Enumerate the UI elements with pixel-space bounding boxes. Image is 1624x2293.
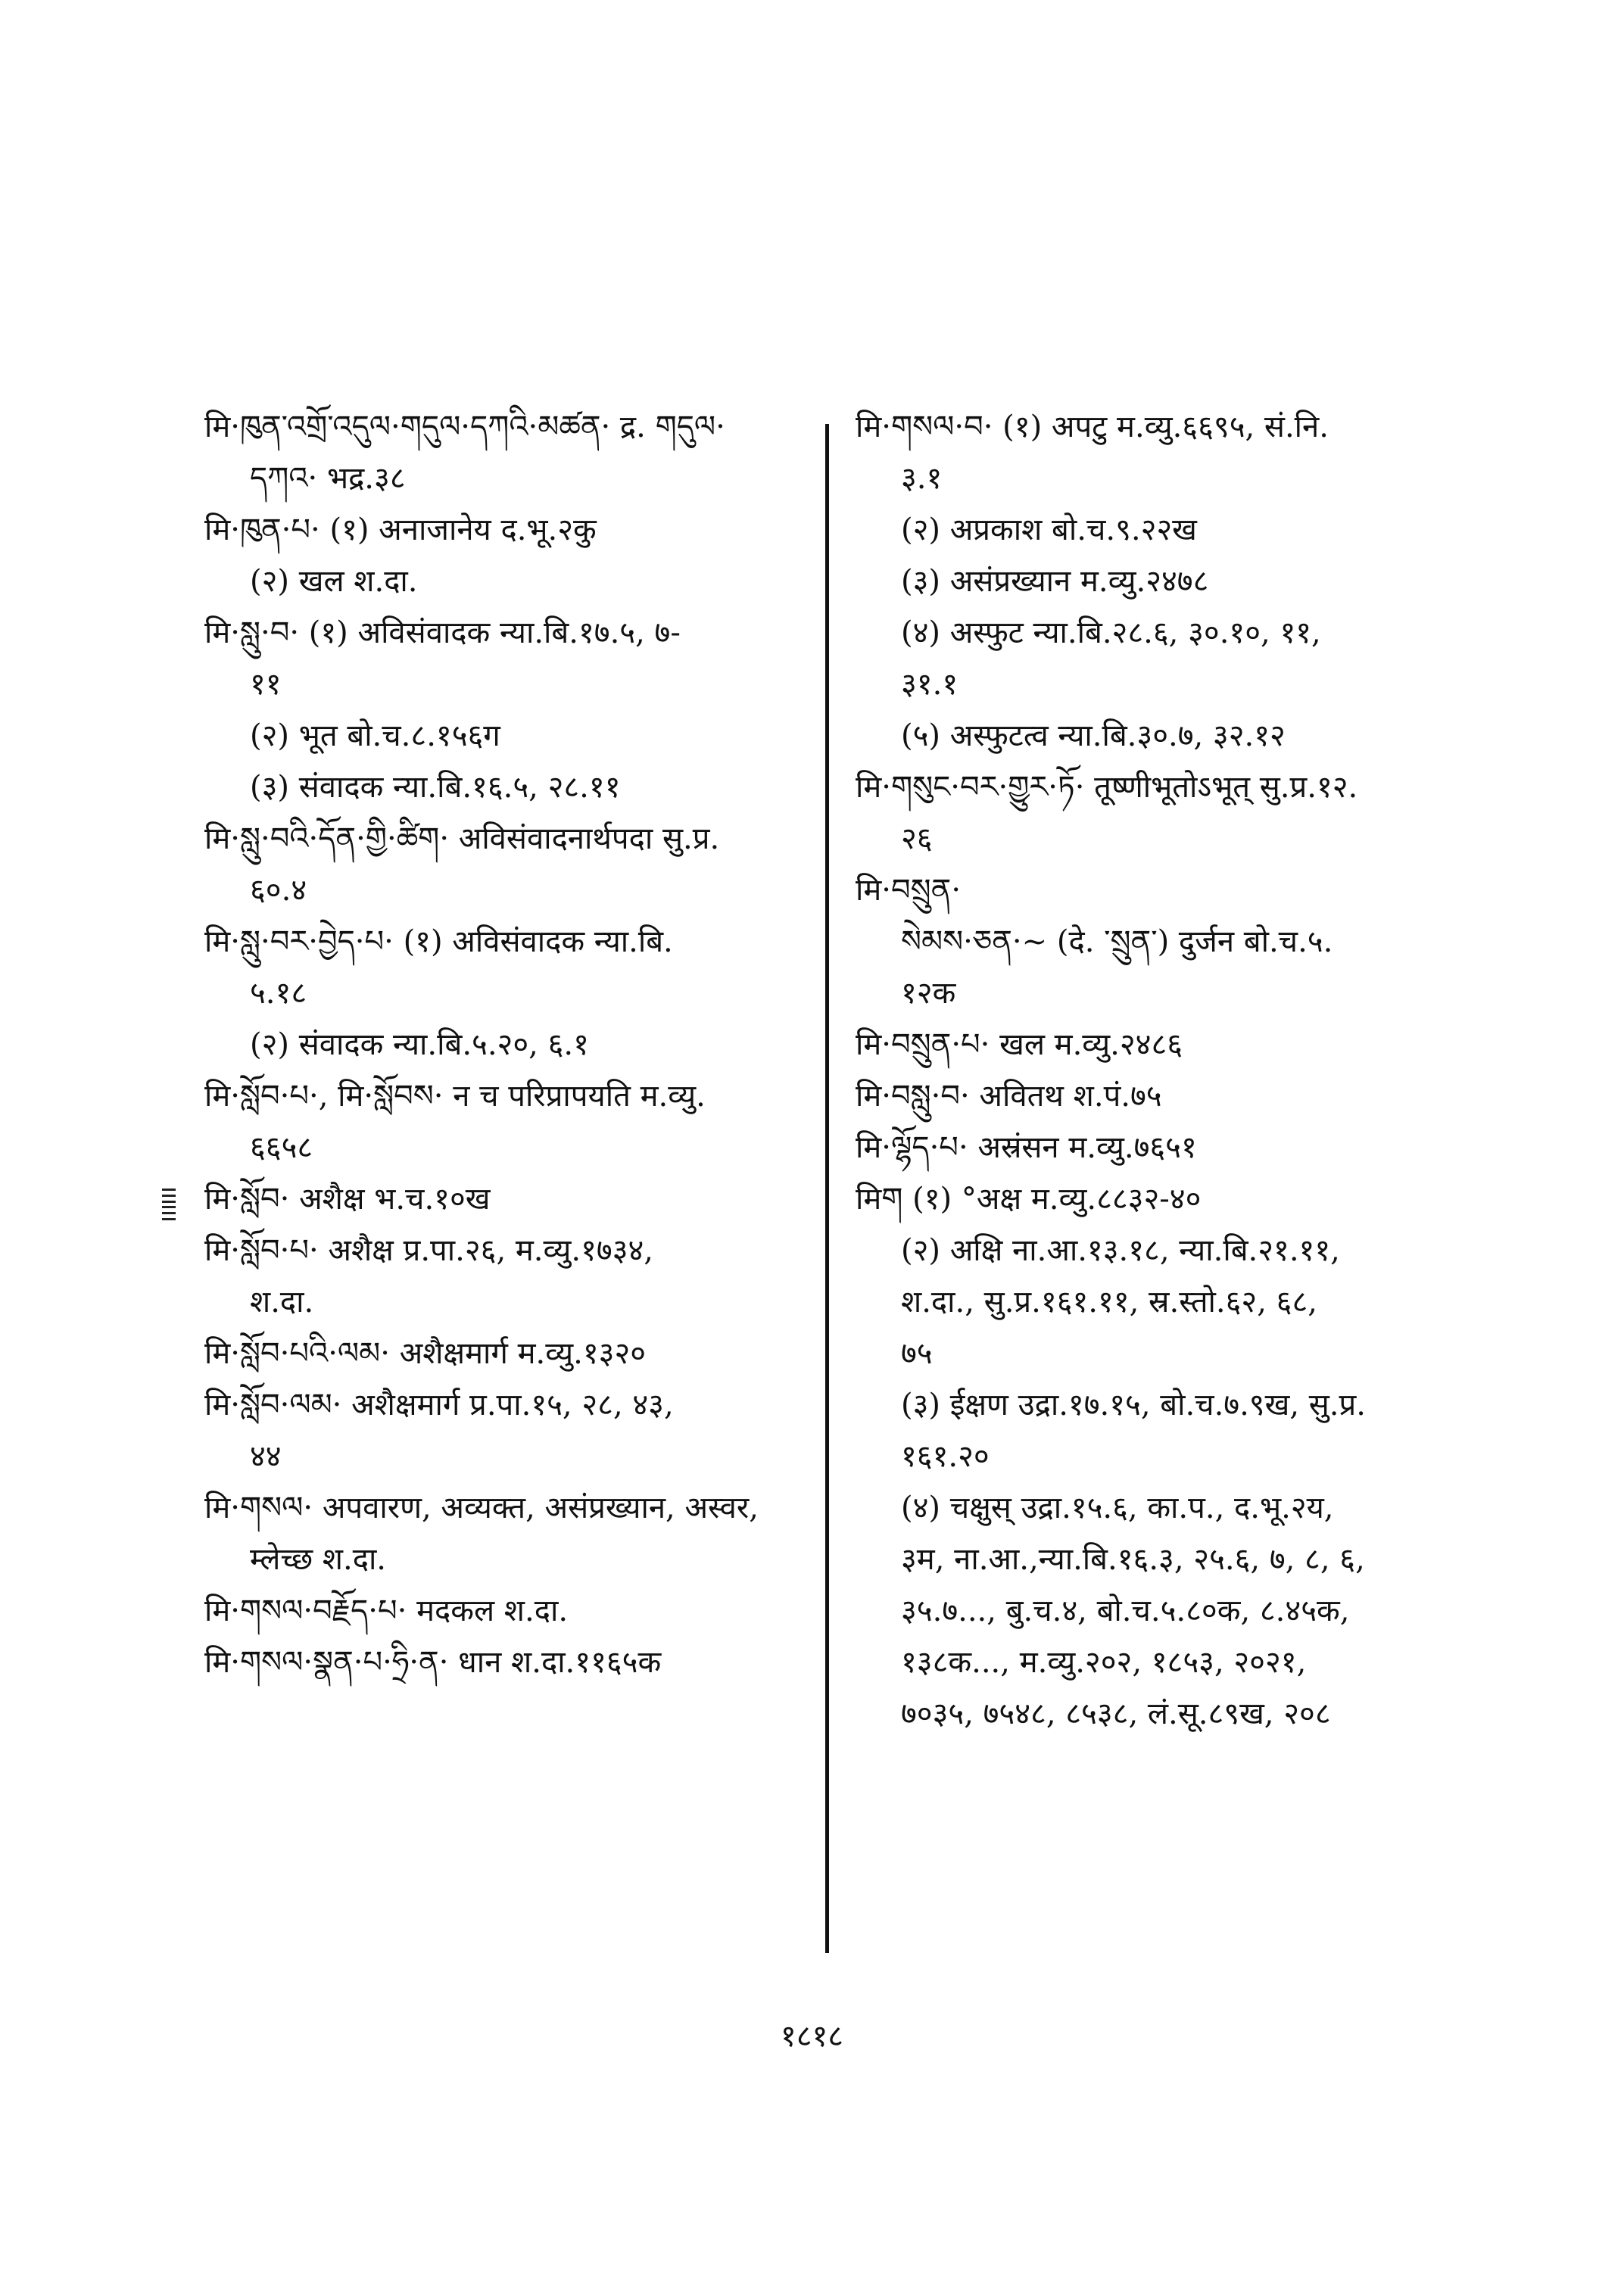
entry-line: मि·གསལ·བ· (१) अपटु म.व्यु.६६९५, सं.नि. (856, 410, 1329, 444)
entry-line: मि·སློབ· अशैक्ष भ.च.१०ख (204, 1182, 491, 1217)
entry-line: मि·བསྲུན· (856, 873, 962, 908)
entry-line: སེམས·ཅན·~ (दे. ་སྲུན་) दुर्जन बो.च.५. (901, 924, 1333, 959)
entry-line: मि·སློབ·ལམ· अशैक्षमार्ग प्र.पा.१५, २८, ४३, (204, 1388, 674, 1422)
column-divider (825, 424, 829, 1953)
entry-line: ३५.७..., बु.च.४, बो.च.५.८०क, ८.४५क, (901, 1594, 1350, 1628)
entry-line: ३.१ (901, 461, 943, 496)
entry-line: ६६५८ (250, 1130, 313, 1165)
entry-line: ३म, ना.आ.,न्या.बि.१६.३, २५.६, ७, ८, ६, (901, 1542, 1365, 1577)
entry-line: मि·གསལ· अपवारण, अव्यक्त, असंप्रख्यान, अस्वर, (204, 1491, 759, 1525)
entry-line: १३८क..., म.व्यु.२०२, १८५३, २०२१, (901, 1645, 1307, 1680)
entry-line: मि·བསྲུན·པ· खल म.व्यु.२४८६ (856, 1027, 1183, 1062)
entry-line: (३) ईक्षण उद्रा.१७.१५, बो.च.७.९ख, सु.प्र. (901, 1388, 1366, 1422)
entry-line: (२) भूत बो.च.८.१५६ग (250, 718, 500, 753)
entry-line: ७०३५, ७५४८, ८५३८, लं.सू.८९ख, २०८ (901, 1696, 1331, 1731)
entry-line: श.दा., सु.प्र.१६१.११, स्र.स्तो.६२, ६८, (901, 1285, 1317, 1319)
entry-line: ४४ (250, 1439, 282, 1474)
entry-line: मि·ལྷོད·པ· अस्रंसन म.व्यु.७६५१ (856, 1130, 1197, 1165)
entry-line: मि·སློབ·པ· अशैक्ष प्र.पा.२६, म.व्यु.१७३४, (204, 1233, 654, 1268)
entry-line: मि·སློབ·པའི·ལམ· अशैक्षमार्ग म.व्यु.१३२० (204, 1336, 647, 1371)
page-number: १८१८ (780, 2019, 844, 2054)
left-column (204, 401, 810, 1688)
entry-line: (२) अक्षि ना.आ.१३.१८, न्या.बि.२१.११, (901, 1233, 1340, 1268)
entry-line: श.दा. (250, 1285, 314, 1319)
entry-line: १२क (901, 976, 956, 1011)
entry-line: ३१.१ (901, 667, 959, 702)
entry-line: मि·ཁུན·པ· (१) अनाजानेय द.भू.२कु (204, 512, 597, 547)
entry-line: (२) खल श.दा. (250, 564, 418, 599)
entry-line: मि·སློབ·པ·, मि·སློབས· न च परिप्रापयति म.व्यु. (204, 1079, 706, 1114)
entry-line: (३) असंप्रख्यान म.व्यु.२४७८ (901, 564, 1209, 599)
entry-line: (५) अस्फुटत्व न्या.बि.३०.७, ३२.१२ (901, 718, 1286, 753)
entry-line: मि·སླུ·བར·བྱེད·པ· (१) अविसंवादक न्या.बि. (204, 924, 673, 959)
entry-line: (४) अस्फुट न्या.बि.२८.६, ३०.१०, ११, (901, 615, 1321, 650)
entry-line: मि·ཁུན་འགྲོ་འདུལ·གདུལ·དཀའི·མཚན· द्र. གདུལ· (204, 410, 725, 444)
margin-tick-icon (162, 1189, 176, 1220)
entry-line: (२) अप्रकाश बो.च.९.२२ख (901, 512, 1197, 547)
entry-line: १६१.२० (901, 1439, 990, 1474)
entry-line: (३) संवादक न्या.बि.१६.५, २८.११ (250, 770, 621, 805)
entry-line: དཀའ· भद्र.३८ (250, 461, 406, 496)
entry-line: २६ (901, 821, 933, 856)
entry-line: मि·སླུ·བ· (१) अविसंवादक न्या.बि.१७.५, ७- (204, 615, 681, 650)
entry-line: ५.१८ (250, 976, 307, 1011)
entry-line: मि·བསླུ·བ· अवितथ श.पं.७५ (856, 1079, 1162, 1114)
entry-line: ११ (250, 667, 282, 702)
entry-line: ७५ (901, 1336, 933, 1371)
entry-line: मि·གསལ·སྣན·པ·ཧྲི·ན· धान श.दा.११६५क (204, 1645, 662, 1680)
entry-line: मिག (१) °अक्ष म.व्यु.८८३२-४० (856, 1182, 1202, 1217)
entry-line: ६०.४ (250, 873, 307, 908)
entry-line: मि·གསལ·བརྗོད·པ· मदकल श.दा. (204, 1594, 569, 1628)
entry-line: (२) संवादक न्या.बि.५.२०, ६.१ (250, 1027, 589, 1062)
entry-line: मि·སླུ·བའི·དོན·གྱི·ཚིག· अविसंवादनार्थपदा सु.प्र. (204, 821, 720, 856)
right-column (856, 401, 1461, 1740)
entry-line: (४) चक्षुस् उद्रा.१५.६, का.प., द.भू.२य, (901, 1491, 1334, 1525)
entry-line: मि·གསུང·བར·གྱུར·ཏོ· तूष्णीभूतोऽभूत् सु.प्र.१२. (856, 770, 1358, 805)
entry-line: म्लेच्छ श.दा. (250, 1542, 387, 1577)
